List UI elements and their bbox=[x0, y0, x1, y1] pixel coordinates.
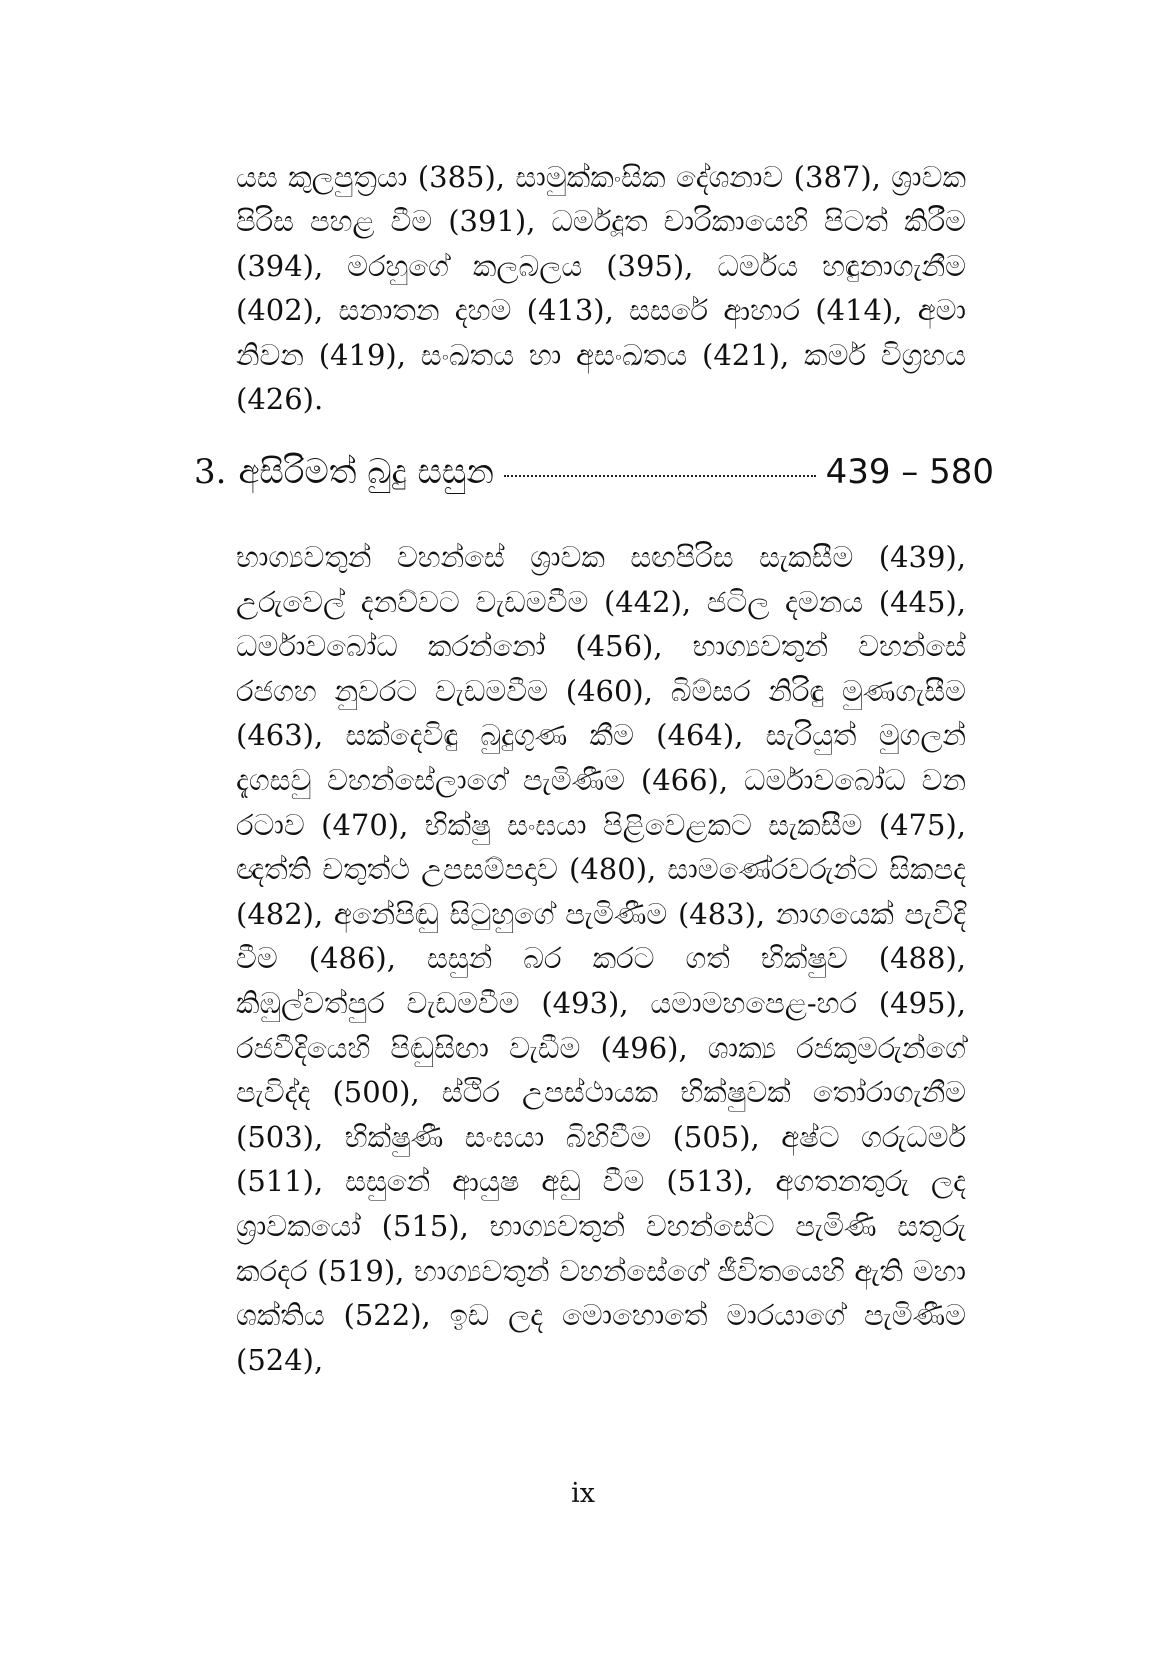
page-number: ix bbox=[571, 1478, 595, 1509]
section-page-range: 439 – 580 bbox=[825, 452, 994, 492]
intro-paragraph: යස කුලපුත්‍රයා (385), සාමුක්කංසික දේශනාව (387), ශ්‍රාවක පිරිස පහළ වීම (391), ධර්මදූත චාරිකායෙහි පිටත් කිරීම (394), මරහුගේ කලබලය (395), ධර්මය හඳුනාගැනීම (402), සනාතන දහම (413), සසරේ ආහාර (414), අමා නිවන (419), සංඛතය හා අසංඛතය (421), කර්ම විග්‍රහය (426). bbox=[236, 160, 966, 417]
section-heading bbox=[194, 452, 994, 512]
section-title: අසිරිමත් බුදු සසුන bbox=[238, 452, 494, 492]
section-number: 3. bbox=[194, 452, 227, 492]
section-contents-paragraph: භාග්‍යවතුන් වහන්සේ ශ්‍රාවක සඟපිරිස සැකසීම (439), උරුවෙල් දනව්වට වැඩමවීම (442), ජටිල දමනය (445), ධර්මාවබෝධ කරන්නෝ (456), භාග්‍යවතුන් වහන්සේ රජගහ නුවරට වැඩමවීම (460), බිම්සර නිරිඳු මුණගැසීම (463), සක්දෙවිඳු බුදුගුණ කීම (464), සැරියුත් මුගලන් දැගසවු වහන්සේලාගේ පැමිණීම (466), ධර්මාවබෝධ වන රටාව (470), භික්ෂු සංඝයා පිළිවෙළකට සැකසීම (475), ඥත්ති චතුත්ථ උපසම්පදාව (480), සාමණේරවරුන්ට සිකපද (482), අනේපිඬු සිටුහුගේ පැමිණීම (483), නාගයෙක් පැවිදි වීම (486), සසුන් බර කරට ගත් භික්ෂුව (488), කිඹුල්වත්පුර වැඩමවීම (493), යමාමහපෙළ-හර (495), රජවීදියෙහි පිඬුසිඟා වැඩීම (496), ශාක්‍ය රජකුමරුන්ගේ පැවිද්ද (500), ස්ථිර උපස්ථායක භික්ෂුවක් තෝරාගැනීම (503), භික්ෂුණී සංඝයා බිහිවීම (505), අෂ්ට ගරුධර්ම (511), සසුනේ ආයුෂ අඩු වීම (513), අගතනතුරු ලද ශ්‍රාවකයෝ (515), භාග්‍යවතුන් වහන්සේට පැමිණි සතුරු කරදර (519), භාග්‍යවතුන් වහන්සේගේ ජීවිතයෙහි ඇති මහා ශක්තිය (522), ඉඩ ලද මොහොතේ මාරයාගේ පැමිණීම (524), bbox=[236, 540, 966, 1377]
dot-leader bbox=[504, 475, 816, 477]
